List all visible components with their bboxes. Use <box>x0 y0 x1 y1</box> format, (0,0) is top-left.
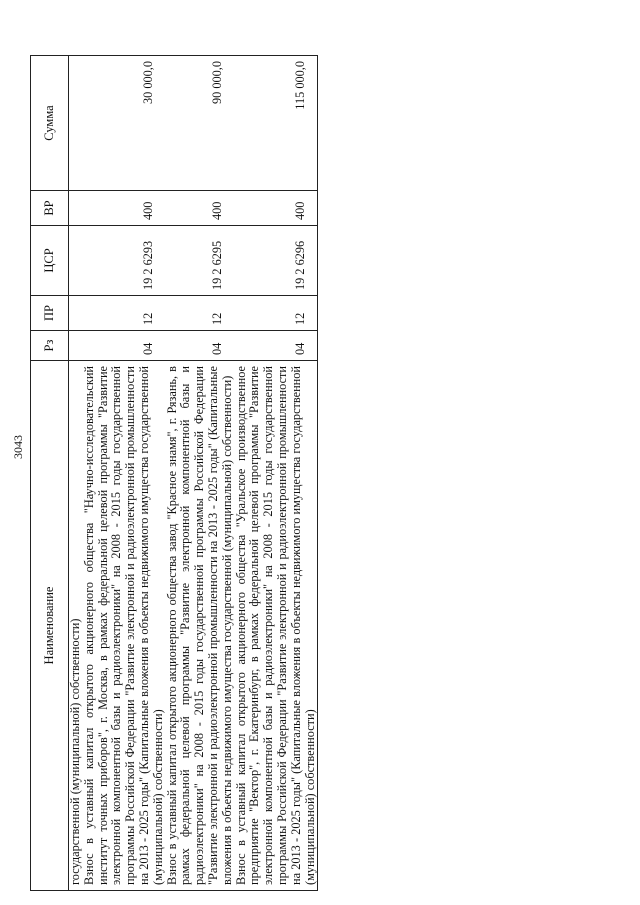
row-pr: 12 <box>83 296 166 331</box>
row-csr: 19 2 6296 <box>235 226 318 296</box>
table-row <box>166 56 235 891</box>
header-rz: Рз <box>31 331 69 361</box>
row-csr: 19 2 6293 <box>83 226 166 296</box>
row-sum: 90 000,0 <box>166 56 235 191</box>
table-header-row <box>31 56 69 891</box>
row-rz: 04 <box>235 331 318 361</box>
row-csr: 19 2 6295 <box>166 226 235 296</box>
header-name: Наименование <box>31 361 69 891</box>
page-number: 3043 <box>10 435 25 459</box>
header-sum: Сумма <box>31 56 69 191</box>
row-pr: 12 <box>235 296 318 331</box>
row-name: Взнос в уставный капитал открытого акционерного общества "Научно-исследовательский институт точных приборов", г. Москва, в рамках федеральной целевой программы "Развитие электронной компонентной базы и радиоэлектроники" на 2008 - 2015 годы государственной программы Российской Федерации "Развитие электронной и радиоэлектронной промышленности на 2013 - 2025 годы" (Капитальные вложения в объекты недвижимого имущества государственной (муниципальной) собственности) <box>83 361 166 891</box>
row-rz: 04 <box>83 331 166 361</box>
row-name: Взнос в уставный капитал открытого акционерного общества завод "Красное знамя", г. Рязань, в рамках федеральной целевой программы "Развитие электронной компонентной базы и радиоэлектроники" на 2008 - 2015 годы государственной программы Российской Федерации "Развитие электронной и радиоэлектронной промышленности на 2013 - 2025 годы" (Капитальные вложения в объекты недвижимого имущества государственной (муниципальной) собственности) <box>166 361 235 891</box>
row-sum: 115 000,0 <box>235 56 318 191</box>
row-vr: 400 <box>166 191 235 226</box>
header-csr: ЦСР <box>31 226 69 296</box>
continuation-text: государственной (муниципальной) собственности) <box>69 361 83 891</box>
header-pr: ПР <box>31 296 69 331</box>
rotated-page-content <box>30 56 610 891</box>
row-rz: 04 <box>166 331 235 361</box>
table-row <box>83 56 166 891</box>
row-name: Взнос в уставный капитал открытого акционерного общества "Уральское производственное предприятие "Вектор", г. Екатеринбург, в рамках федеральной целевой программы "Развитие электронной компонентной базы и радиоэлектроники" на 2008 - 2015 годы государственной программы Российской Федерации "Развитие электронной и радиоэлектронной промышленности на 2013 - 2025 годы" (Капитальные вложения в объекты недвижимого имущества государственной (муниципальной) собственности) <box>235 361 318 891</box>
table-row <box>235 56 318 891</box>
header-vr: ВР <box>31 191 69 226</box>
row-pr: 12 <box>166 296 235 331</box>
row-sum: 30 000,0 <box>83 56 166 191</box>
table-row-continuation <box>69 56 83 891</box>
budget-table <box>30 55 318 891</box>
row-vr: 400 <box>83 191 166 226</box>
row-vr: 400 <box>235 191 318 226</box>
